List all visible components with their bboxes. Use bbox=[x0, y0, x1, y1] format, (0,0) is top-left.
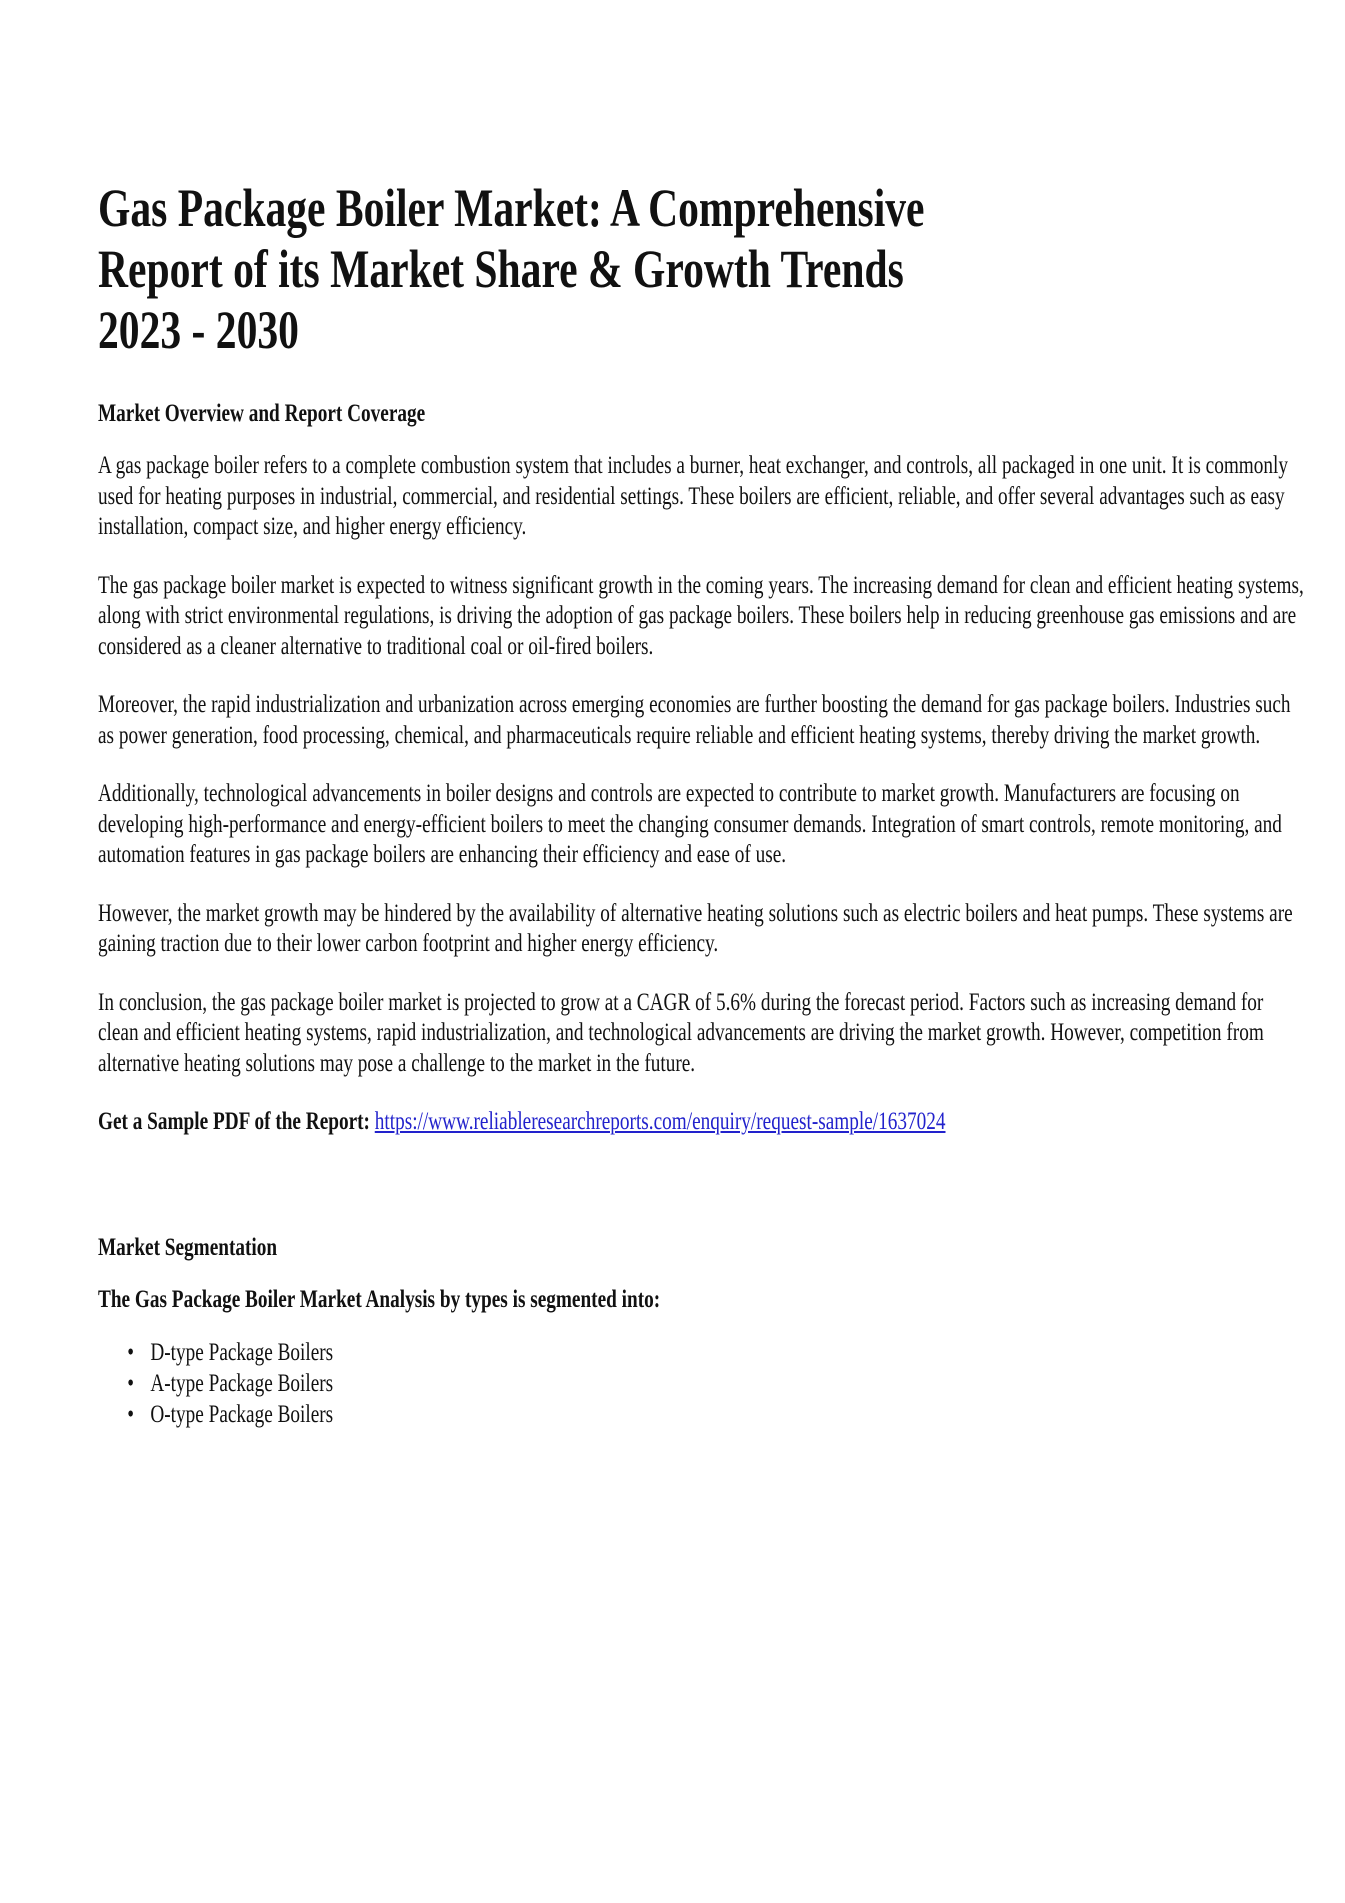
segmentation-subheading: The Gas Package Boiler Market Analysis by types is segmented into: bbox=[98, 1285, 661, 1313]
title-line: 2023 - 2030 bbox=[98, 300, 299, 360]
title-line: Gas Package Boiler Market: A Comprehensive bbox=[98, 178, 925, 238]
paragraph-industrialization: Moreover, the rapid industrialization and urbanization across emerging economies are further boosting the demand for gas package boilers. Industries such as power generation, food processing, chemical, and pharmaceuticals require reliable and efficient heating systems, thereby driving the market growth. bbox=[98, 691, 1291, 749]
page-title bbox=[98, 178, 1305, 361]
paragraph-growth: The gas package boiler market is expected to witness significant growth in the coming years. The increasing demand for clean and efficient heating systems, along with strict environmental regulations, is driving the adoption of gas package boilers. These boilers help in reducing greenhouse gas emissions and are considered as a cleaner alternative to traditional coal or oil-fired boilers. bbox=[98, 571, 1304, 660]
paragraph-conclusion: In conclusion, the gas package boiler market is projected to grow at a CAGR of 5.6% during the forecast period. Factors such as increasing demand for clean and efficient heating systems, rapid industrialization, and technological advancements are driving the market growth. However, competition from alternative heating solutions may pose a challenge to the market in the future. bbox=[98, 988, 1264, 1077]
boiler-types-list bbox=[98, 1337, 1305, 1430]
bullet-icon: • bbox=[127, 1369, 135, 1397]
section-heading-market-segmentation: Market Segmentation bbox=[98, 1233, 278, 1261]
section-heading-market-overview: Market Overview and Report Coverage bbox=[98, 400, 426, 427]
list-item bbox=[127, 1368, 1305, 1399]
sample-pdf-link[interactable]: https://www.reliableresearchreports.com/enquiry/request-sample/1637024 bbox=[374, 1108, 946, 1135]
bullet-icon: • bbox=[127, 1400, 135, 1428]
list-item bbox=[127, 1337, 1305, 1368]
sample-pdf-label: Get a Sample PDF of the Report: bbox=[98, 1108, 370, 1135]
sample-pdf-line bbox=[98, 1107, 1305, 1138]
bullet-icon: • bbox=[127, 1338, 135, 1366]
paragraph-definition: A gas package boiler refers to a complete combustion system that includes a burner, heat exchanger, and controls, all packaged in one unit. It is commonly used for heating purposes in industrial, commercial, and residential settings. These boilers are efficient, reliable, and offer several advantages such as easy installation, compact size, and higher energy efficiency. bbox=[98, 452, 1288, 540]
list-item-label: A-type Package Boilers bbox=[150, 1369, 334, 1397]
list-item-label: O-type Package Boilers bbox=[150, 1400, 334, 1428]
paragraph-restraints: However, the market growth may be hindered by the availability of alternative heating solutions such as electric boilers and heat pumps. These systems are gaining traction due to their lower carbon footprint and higher energy efficiency. bbox=[98, 899, 1293, 957]
list-item bbox=[127, 1399, 1305, 1430]
list-item-label: D-type Package Boilers bbox=[150, 1338, 334, 1366]
document-page bbox=[98, 178, 1305, 1430]
title-line: Report of its Market Share & Growth Trends bbox=[98, 239, 904, 299]
paragraph-technology: Additionally, technological advancements in boiler designs and controls are expected to contribute to market growth. Manufacturers are focusing on developing high-performance and energy-efficient boilers to meet the changing consumer demands. Integration of smart controls, remote monitoring, and automation features in gas package boilers are enhancing their efficiency and ease of use. bbox=[98, 780, 1282, 868]
spacer bbox=[98, 1138, 1305, 1233]
